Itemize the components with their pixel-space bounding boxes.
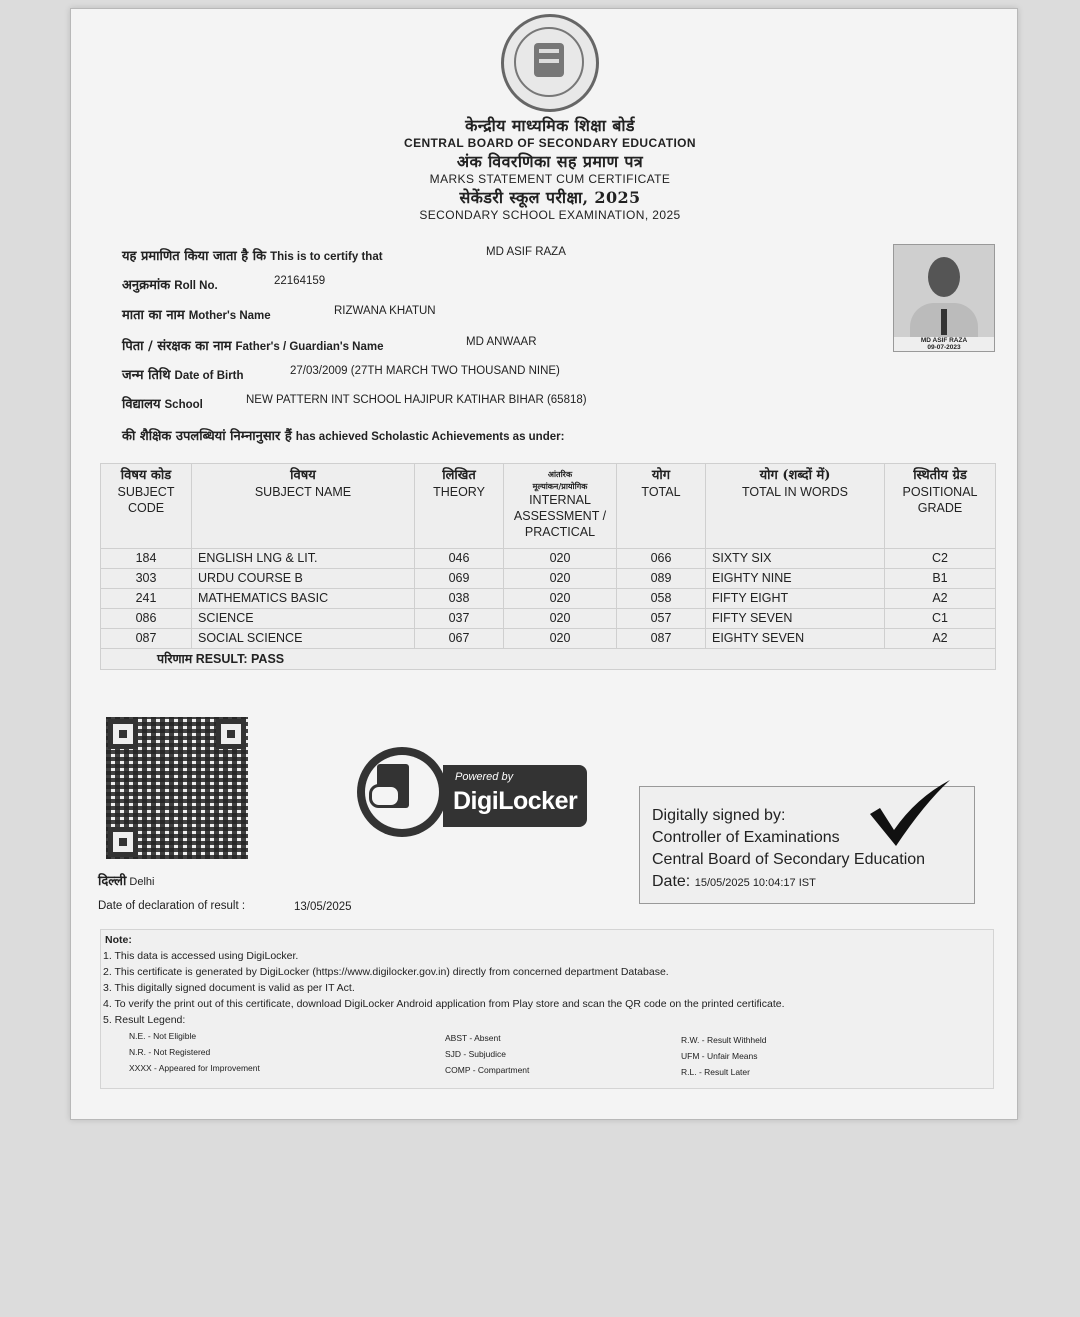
ia-marks: 020: [504, 629, 617, 649]
theory-marks: 037: [415, 609, 504, 629]
subject-code: 184: [101, 549, 192, 569]
notes-section: [100, 929, 994, 1089]
note-title: Note:: [105, 934, 132, 946]
signer-title: Controller of Examinations: [652, 829, 840, 846]
exam-name: SECONDARY SCHOOL EXAMINATION, 2025: [419, 208, 681, 222]
legend-column-1: N.E. - Not Eligible N.R. - Not Registered XXXX - Appeared for Improvement: [129, 1031, 260, 1073]
total-marks: 089: [617, 569, 706, 589]
col-total: योग TOTAL: [617, 464, 706, 549]
total-in-words: FIFTY SEVEN: [706, 609, 885, 629]
result-status: RESULT: PASS: [195, 652, 285, 666]
ia-marks: 020: [504, 609, 617, 629]
grade: B1: [885, 569, 996, 589]
theory-marks: 069: [415, 569, 504, 589]
total-in-words: FIFTY EIGHT: [706, 589, 885, 609]
total-marks: 058: [617, 589, 706, 609]
subject-code: 087: [101, 629, 192, 649]
roll-row: अनुक्रमांक Roll No. 22164159: [122, 275, 326, 293]
total-marks: 066: [617, 549, 706, 569]
total-in-words: EIGHTY SEVEN: [706, 629, 885, 649]
ia-marks: 020: [504, 549, 617, 569]
ia-marks: 020: [504, 589, 617, 609]
title-hindi: अंक विवरणिका सह प्रमाण पत्र: [456, 152, 644, 171]
sign-date-label: Date:: [652, 873, 691, 890]
note-item: 3. This digitally signed document is valid as per IT Act.: [103, 982, 355, 994]
grade: C1: [885, 609, 996, 629]
checkmark-icon: [866, 778, 956, 848]
candidate-name: MD ASIF RAZA: [486, 246, 566, 258]
ia-marks: 020: [504, 569, 617, 589]
declaration-date: 13/05/2025: [294, 901, 352, 913]
declaration-date-row: [98, 900, 352, 913]
theory-marks: 046: [415, 549, 504, 569]
qr-code-icon[interactable]: [106, 717, 248, 859]
exam-hindi: सेकेंडरी स्कूल परीक्षा, 2025: [459, 188, 641, 207]
table-row: [101, 629, 996, 649]
cloud-lock-icon: [369, 784, 401, 808]
table-row: [101, 589, 996, 609]
subject-name: SOCIAL SCIENCE: [192, 629, 415, 649]
col-subject-code: विषय कोड SUBJECT CODE: [101, 464, 192, 549]
grade: A2: [885, 589, 996, 609]
mother-name: RIZWANA KHATUN: [334, 305, 436, 317]
col-positional-grade: स्थितीय ग्रेड POSITIONAL GRADE: [885, 464, 996, 549]
total-marks: 057: [617, 609, 706, 629]
subject-name: MATHEMATICS BASIC: [192, 589, 415, 609]
note-item: 5. Result Legend:: [103, 1014, 186, 1026]
total-marks: 087: [617, 629, 706, 649]
total-in-words: SIXTY SIX: [706, 549, 885, 569]
theory-marks: 067: [415, 629, 504, 649]
dob-row: जन्म तिथि Date of Birth 27/03/2009 (27TH MARCH TWO THOUSAND NINE): [122, 365, 560, 383]
sign-date: 15/05/2025 10:04:17 IST: [694, 877, 816, 889]
certificate-header: [330, 14, 770, 224]
table-row: [101, 549, 996, 569]
document-title: MARKS STATEMENT CUM CERTIFICATE: [429, 172, 671, 186]
candidate-photo: [893, 244, 995, 352]
marks-table-header: [101, 464, 996, 549]
photo-caption-date: 09-07-2023: [927, 344, 961, 351]
total-in-words: EIGHTY NINE: [706, 569, 885, 589]
board-name-hindi: केन्द्रीय माध्यमिक शिक्षा बोर्ड: [465, 116, 635, 135]
digilocker-logo: [357, 747, 589, 839]
achievement-row: की शैक्षिक उपलब्धियां निम्नानुसार हैं has achieved Scholastic Achievements as under:: [122, 429, 565, 444]
grade: C2: [885, 549, 996, 569]
board-name: CENTRAL BOARD OF SECONDARY EDUCATION: [404, 136, 696, 150]
table-row: [101, 569, 996, 589]
photo-caption-name: MD ASIF RAZA: [920, 337, 968, 344]
note-item: 2. This certificate is generated by DigiLocker (https://www.digilocker.gov.in) directly from concerned department Database.: [103, 966, 669, 978]
digilocker-name: DigiLocker: [453, 787, 578, 815]
father-name: MD ANWAAR: [466, 336, 537, 348]
col-subject-name: विषय SUBJECT NAME: [192, 464, 415, 549]
date-of-birth: 27/03/2009 (27TH MARCH TWO THOUSAND NINE): [290, 365, 560, 377]
col-theory: लिखित THEORY: [415, 464, 504, 549]
subject-name: ENGLISH LNG & LIT.: [192, 549, 415, 569]
school-row: विद्यालय School NEW PATTERN INT SCHOOL HAJIPUR KATIHAR BIHAR (65818): [122, 394, 587, 412]
subject-name: SCIENCE: [192, 609, 415, 629]
subject-code: 086: [101, 609, 192, 629]
legend-column-2: ABST - Absent SJD - Subjudice COMP - Compartment: [445, 1033, 530, 1075]
mother-row: माता का नाम Mother's Name RIZWANA KHATUN: [122, 305, 436, 323]
legend-column-3: R.W. - Result Withheld UFM - Unfair Means R.L. - Result Later: [681, 1035, 767, 1077]
table-row: [101, 609, 996, 629]
place-of-issue: दिल्ली Delhi: [98, 874, 155, 889]
result-label-hindi: परिणाम: [157, 651, 193, 666]
marks-table: [100, 463, 996, 670]
grade: A2: [885, 629, 996, 649]
signer-organization: Central Board of Secondary Education: [652, 851, 926, 868]
school-name: NEW PATTERN INT SCHOOL HAJIPUR KATIHAR BIHAR (65818): [246, 394, 587, 406]
note-item: 4. To verify the print out of this certificate, download DigiLocker Android application from Play store and scan the QR code on the printed certificate.: [103, 998, 785, 1010]
father-row: पिता / संरक्षक का नाम Father's / Guardian's Name MD ANWAAR: [122, 336, 537, 354]
certify-row: यह प्रमाणित किया जाता है कि This is to certify that MD ASIF RAZA: [122, 246, 566, 264]
subject-code: 303: [101, 569, 192, 589]
roll-number: 22164159: [274, 275, 326, 287]
col-total-in-words: योग (शब्दों में) TOTAL IN WORDS: [706, 464, 885, 549]
subject-code: 241: [101, 589, 192, 609]
declaration-label: Date of declaration of result :: [98, 900, 246, 912]
result-row: [101, 649, 996, 670]
note-item: 1. This data is accessed using DigiLocker.: [103, 950, 299, 962]
subject-name: URDU COURSE B: [192, 569, 415, 589]
signed-by-label: Digitally signed by:: [652, 807, 786, 824]
col-internal-assessment: आंतरिक मूल्यांकन/प्रायोगिक INTERNAL ASSESSMENT / PRACTICAL: [504, 464, 617, 549]
powered-by-label: Powered by: [455, 771, 514, 783]
theory-marks: 038: [415, 589, 504, 609]
cbse-emblem-icon: [501, 14, 599, 112]
